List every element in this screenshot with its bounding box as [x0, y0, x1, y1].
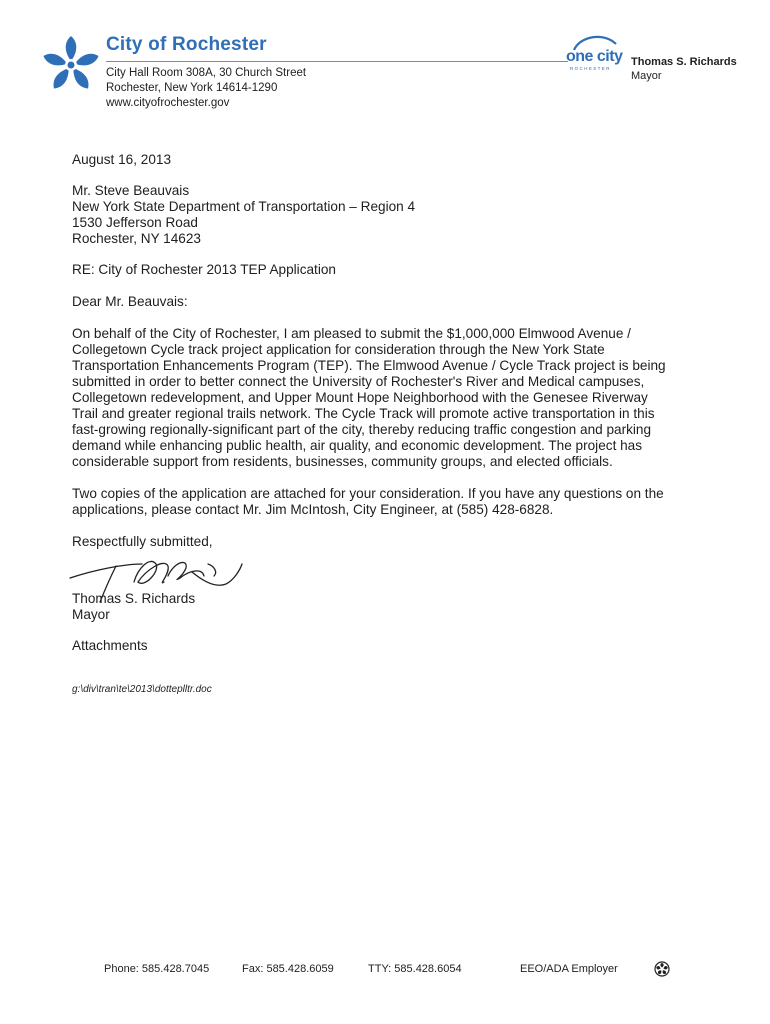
one-city-subtext: ROCHESTER [570, 66, 611, 71]
recipient-address [72, 183, 672, 247]
footer-tty: TTY: 585.428.6054 [368, 963, 462, 975]
letter-date: August 16, 2013 [72, 152, 172, 167]
recipient-line: Mr. Steve Beauvais [72, 183, 190, 198]
city-logo-icon [40, 34, 102, 96]
recipient-line: 1530 Jefferson Road [72, 215, 198, 230]
address-line: Rochester, New York 14614-1290 [106, 82, 278, 94]
closing: Respectfully submitted, [72, 534, 213, 549]
one-city-wordmark: one city [566, 48, 623, 65]
footer-fax: Fax: 585.428.6059 [242, 963, 334, 975]
city-address [106, 66, 306, 111]
recipient-line: Rochester, NY 14623 [72, 231, 201, 246]
city-name: City of Rochester [106, 34, 267, 55]
file-path: g:\div\tran\te\2013\dotteplltr.doc [72, 684, 212, 695]
body-paragraph: Two copies of the application are attached for your consideration. If you have any questions on the applications, please contact Mr. Jim McIntosh, City Engineer, at (585) 428-6828. [72, 486, 664, 517]
website-link: www.cityofrochester.gov [106, 97, 230, 109]
body-paragraph: On behalf of the City of Rochester, I am pleased to submit the $1,000,000 Elmwood Avenue / Collegetown Cycle track project application for consideration through the New York State Transportation Enhancements Program (TEP). The Elmwood Avenue / Cycle Track project is being submitted in order to better connect the University of Rochester's River and Medical campuses, Collegetown redevelopment, and Upper Mount Hope Neighborhood with the Genesee Riverway Trail and greater regional trails network. The Cycle Track will promote active transportation in this fast-growing regionally-significant part of the city, thereby reducing traffic congestion and parking demand while enhancing public health, air quality, and economic development. The project has considerable support from residents, businesses, community groups, and elected officials. [72, 326, 666, 469]
footer-eeo: EEO/ADA Employer [520, 963, 618, 975]
one-city-logo [564, 34, 628, 70]
mayor-block [631, 55, 737, 83]
signer-block [72, 591, 195, 623]
salutation: Dear Mr. Beauvais: [72, 294, 188, 309]
mayor-title: Mayor [631, 70, 662, 82]
recycle-seal-icon [654, 961, 670, 977]
recipient-line: New York State Department of Transportation – Region 4 [72, 199, 416, 214]
subject-line: RE: City of Rochester 2013 TEP Application [72, 262, 336, 277]
attachments-label: Attachments [72, 638, 148, 653]
letter-body [72, 152, 672, 550]
address-line: City Hall Room 308A, 30 Church Street [106, 67, 307, 79]
signer-title: Mayor [72, 607, 110, 622]
footer-phone: Phone: 585.428.7045 [104, 963, 210, 975]
letterhead-rule [106, 61, 568, 62]
mayor-name: Thomas S. Richards [631, 56, 737, 68]
signer-name: Thomas S. Richards [72, 591, 196, 606]
